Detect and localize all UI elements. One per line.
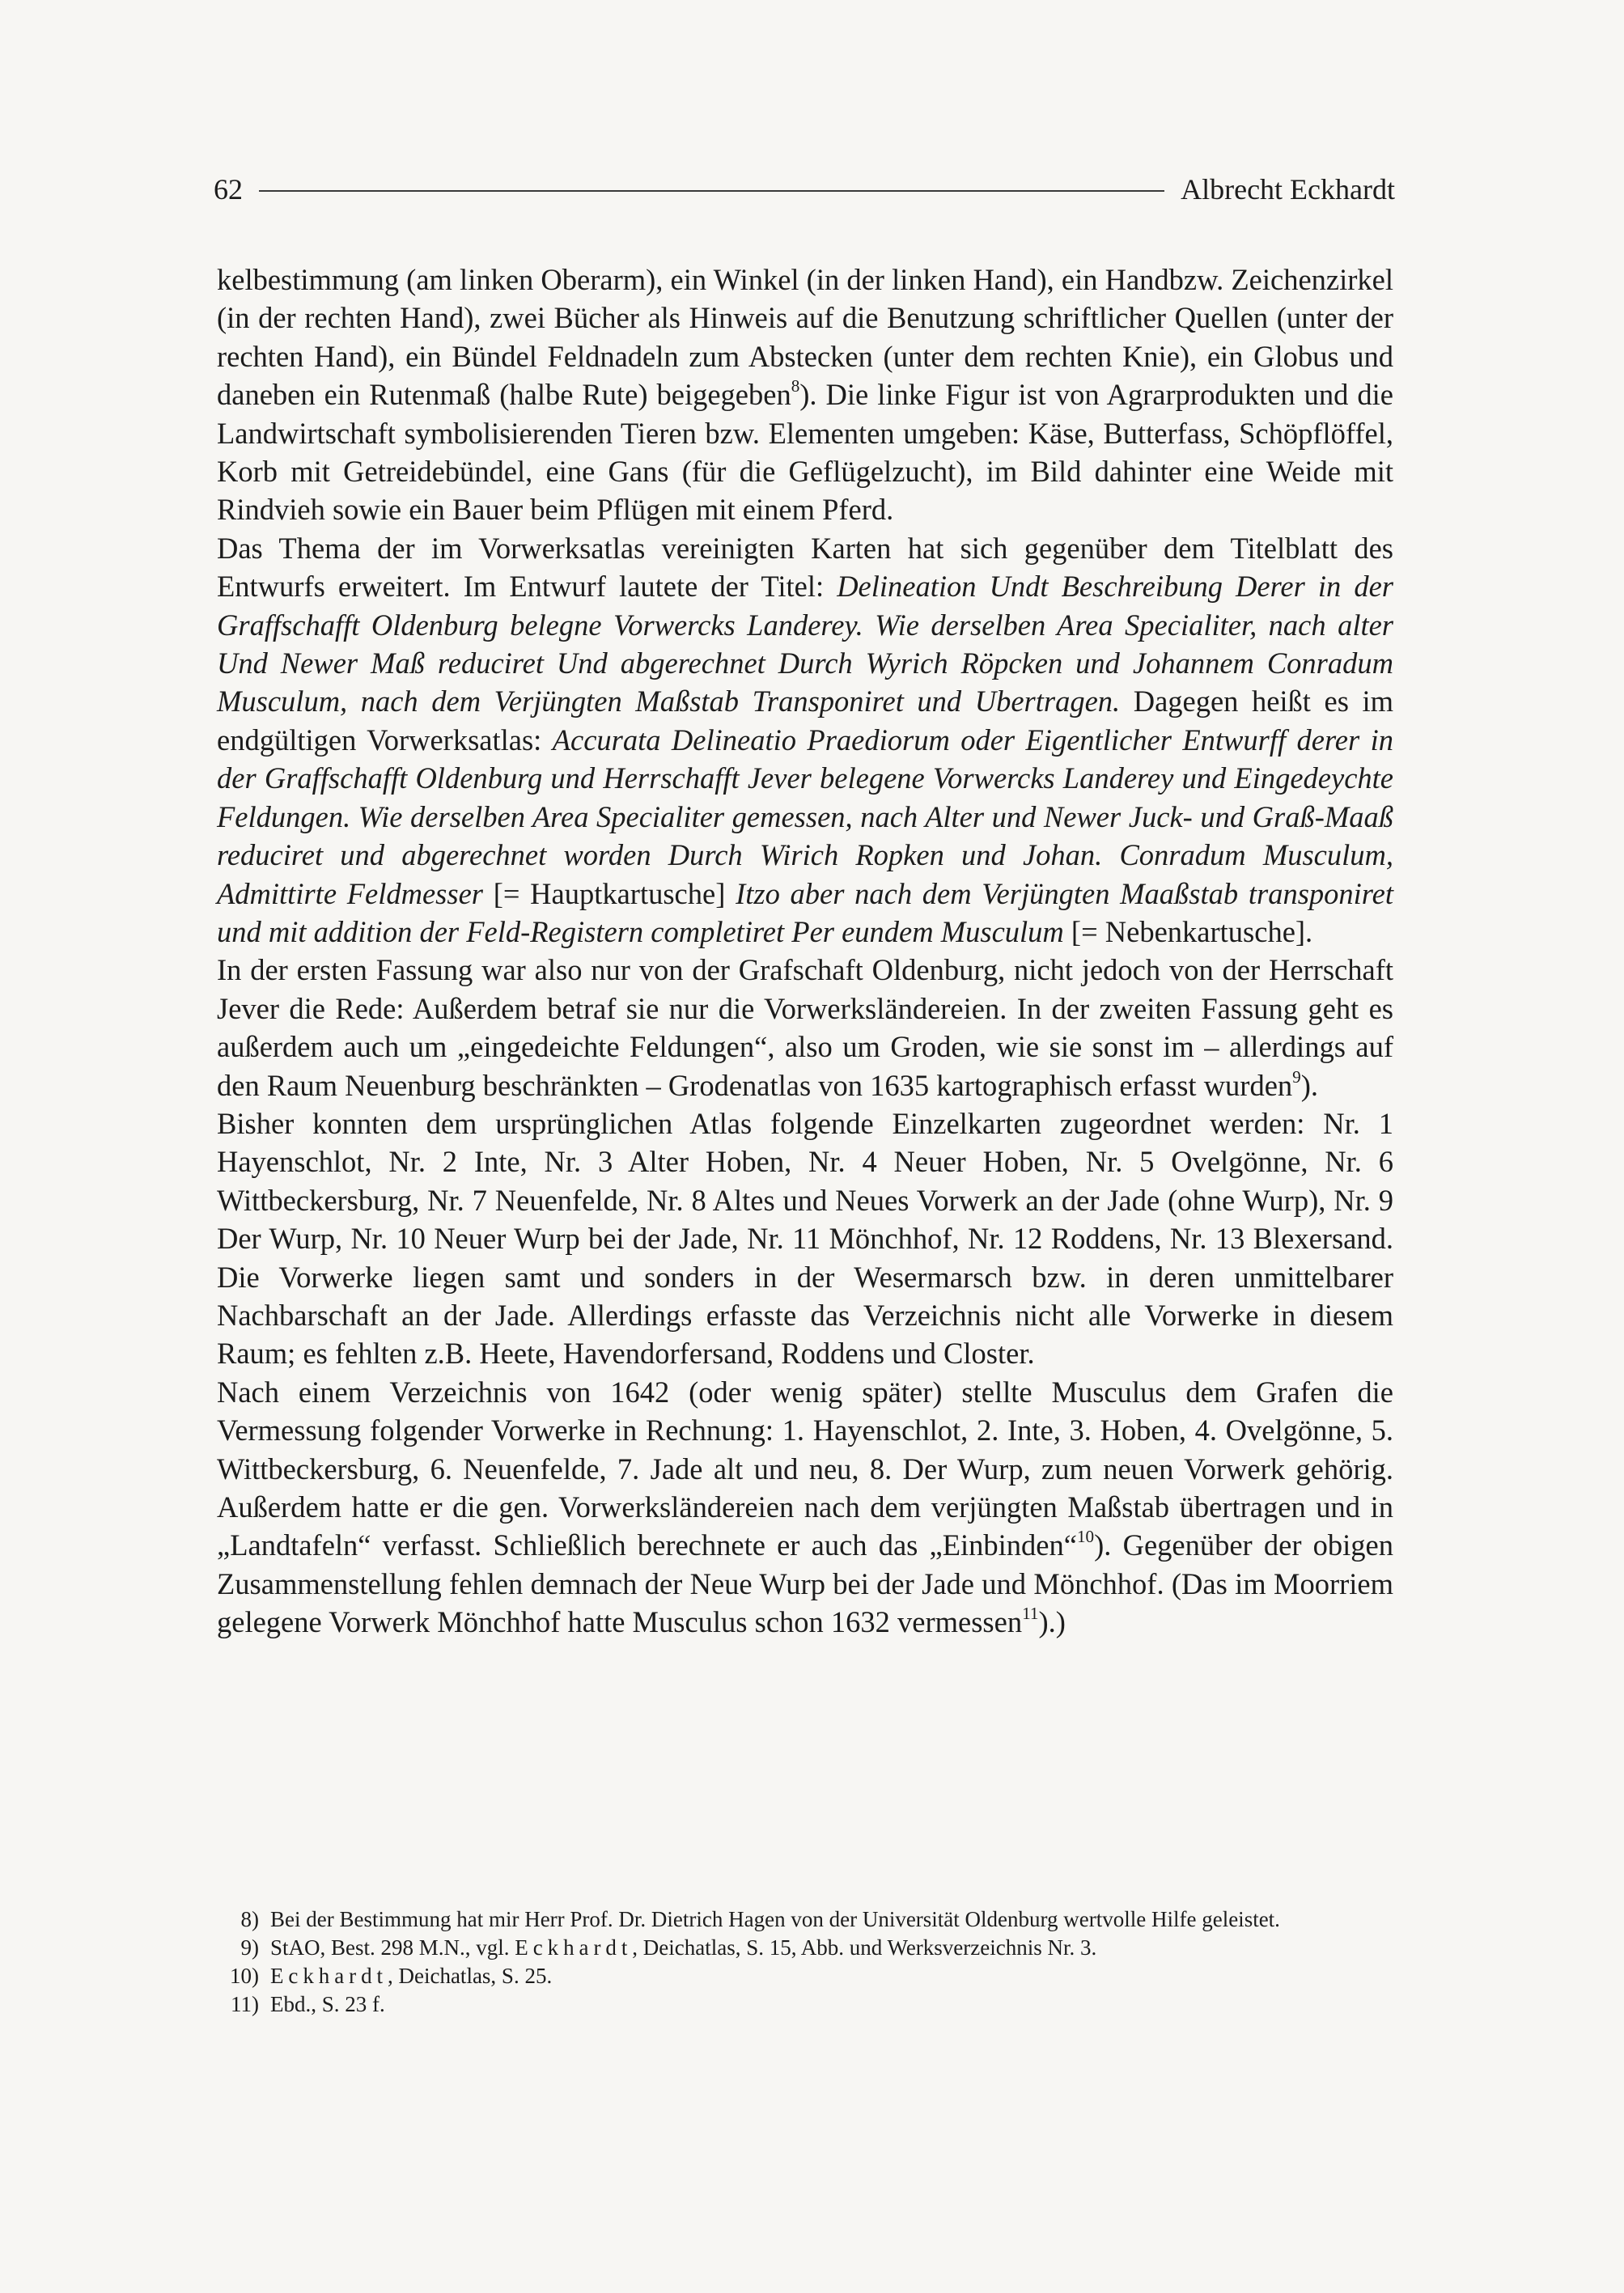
footnote-ref-11[interactable]: 11 — [1022, 1604, 1039, 1624]
footnote-ref-9[interactable]: 9 — [1292, 1066, 1301, 1087]
footnote-text: Ebd., S. 23 f. — [270, 1992, 385, 2016]
body-text — [217, 261, 1393, 1642]
author-name: Eckhardt — [270, 1964, 388, 1988]
paragraph-text: Nach einem Verzeichnis von 1642 (oder wenig später) stellte Musculus dem Grafen die Vermessung folgender Vorwerke in Rechnung: 1. Hayenschlot, 2. Inte, 3. Hoben, 4. Ovelgönne, 5. Wittbeckersburg, 6. Neuenfelde, 7. Jade alt und neu, 8. Der Wurp, zum neuen Vorwerk gehörig. Außerdem hatte er die gen. Vorwerksländereien nach dem verjüngten Maßstab übertragen und in „Landtafeln“ verfasst. Schließlich berechnete er auch das „Einbinden“ — [217, 1375, 1393, 1562]
footnote-8 — [217, 1905, 1393, 1934]
footnote-number: 10) — [230, 1964, 259, 1988]
paragraph-3 — [217, 951, 1393, 1104]
paragraph-text: ). Die linke Figur ist von Agrarprodukten und die Landwirtschaft symbolisierenden Tieren bzw. Elementen umgeben: Käse, Butterfass, Schöpflöffel, Korb mit Getreidebündel, eine Gans (für die Geflügelzucht), im Bild dahinter eine Weide mit Rindvieh sowie ein Bauer beim Pflügen mit einem Pferd. — [217, 378, 1393, 527]
running-header — [214, 165, 1395, 214]
footnote-text — [270, 1962, 1393, 1990]
footnote-11 — [217, 1990, 1393, 2019]
paragraph-text: ).) — [1038, 1605, 1066, 1639]
paragraph-text: kelbestimmung (am linken Oberarm), ein Winkel (in der linken Hand), ein Handbzw. Zeichenzirkel (in der rechten Hand), zwei Bücher als Hinweis auf die Benutzung schriftlicher Quellen (unter der rechten Hand), ein Bündel Feldnadeln zum Abstecken (unter dem rechten Knie), ein Globus und daneben ein Rutenmaß (halbe Rute) beigegeben — [217, 263, 1393, 412]
footnote-text-part: , Deichatlas, S. 25. — [387, 1964, 553, 1988]
footnote-number: 11) — [231, 1992, 259, 2016]
footnote-number: 9) — [240, 1935, 259, 1960]
paragraph-text: ). — [1300, 1068, 1319, 1102]
paragraph-5 — [217, 1373, 1393, 1642]
paragraph-text: In der ersten Fassung war also nur von der Grafschaft Oldenburg, nicht jedoch von der Herrschaft Jever die Rede: Außerdem betraf sie nur die Vorwerksländereien. In der zweiten Fassung geht es außerdem auch um „eingedeichte Feldungen“, also um Groden, wie sie sonst im – allerdings auf den Raum Neuenburg beschränkten – Grodenatlas von 1635 kartographisch erfasst wurden — [217, 953, 1393, 1102]
running-author: Albrecht Eckhardt — [1181, 173, 1395, 206]
paragraph-text: ). Gegenüber der obigen Zusammenstellung fehlen demnach der Neue Wurp bei der Jade und Mönchhof. (Das im Moorriem gelegene Vorwerk Mönchhof hatte Musculus schon 1632 vermessen — [217, 1528, 1393, 1639]
footnotes — [217, 1905, 1393, 2019]
footnote-ref-8[interactable]: 8 — [791, 376, 800, 396]
author-name: Eckhardt — [515, 1935, 633, 1960]
footnote-ref-10[interactable]: 10 — [1076, 1527, 1095, 1547]
italic-title-draft: Delineation Undt Beschreibung Derer in der Graffschafft Oldenburg belegne Vorwercks Landerey. Wie derselben Area Specialiter, nach alter Und Newer Maß reduciret Und abgerechnet Durch Wyrich Röpcken und Johannem Conradum Musculum, nach dem Verjüngten Maßstab Transponiret und Ubertragen. — [217, 570, 1393, 718]
italic-title-final: Accurata Delineatio Praediorum oder Eigentlicher Entwurff derer in der Graffschafft Oldenburg und Herrschafft Jever belegene Vorwercks Landerey und Eingedeychte Feldungen. Wie derselben Area Specialiter gemessen, nach Alter und Newer Juck- und Graß-Maaß reduciret und abgerechnet worden Durch Wirich Ropken und Johan. Conradum Musculum, Admittirte Feldmesser — [217, 723, 1393, 910]
paragraph-text: Dagegen heißt es im endgültigen Vorwerksatlas: — [217, 685, 1393, 757]
footnote-text: Bei der Bestimmung hat mir Herr Prof. Dr. Dietrich Hagen von der Universität Oldenburg wertvolle Hilfe geleistet. — [270, 1907, 1280, 1931]
footnote-10 — [217, 1962, 1393, 1990]
footnote-text-part: , Deichatlas, S. 15, Abb. und Werksverzeichnis Nr. 3. — [632, 1935, 1097, 1960]
paragraph-text: Das Thema der im Vorwerksatlas vereinigten Karten hat sich gegenüber dem Titelblatt des Entwurfs erweitert. Im Entwurf lautete der Titel: — [217, 531, 1393, 604]
footnote-text-part: StAO, Best. 298 M.N., vgl. — [270, 1935, 515, 1960]
paragraph-1 — [217, 261, 1393, 529]
footnote-9 — [217, 1934, 1393, 1962]
italic-title-addition: Itzo aber nach dem Verjüngten Maaßstab transponiret und mit addition der Feld-Registern completiret Per eundem Musculum — [217, 876, 1393, 948]
page-number: 62 — [214, 173, 243, 206]
paragraph-text: [= Hauptkartusche] — [482, 876, 736, 910]
paragraph-4: Bisher konnten dem ursprünglichen Atlas folgende Einzelkarten zugeordnet werden: Nr. 1 Hayenschlot, Nr. 2 Inte, Nr. 3 Alter Hoben, Nr. 4 Neuer Hoben, Nr. 5 Ovelgönne, Nr. 6 Wittbeckersburg, Nr. 7 Neuenfelde, Nr. 8 Altes und Neues Vorwerk an der Jade (ohne Wurp), Nr. 9 Der Wurp, Nr. 10 Neuer Wurp bei der Jade, Nr. 11 Mönchhof, Nr. 12 Roddens, Nr. 13 Blexersand. Die Vorwerke liegen samt und sonders in der Wesermarsch bzw. in deren unmittelbarer Nachbarschaft an der Jade. Allerdings erfasste das Verzeichnis nicht alle Vorwerke in diesem Raum; es fehlten z.B. Heete, Havendorfersand, Roddens und Closter. — [217, 1106, 1393, 1371]
footnote-number: 8) — [240, 1907, 259, 1931]
paragraph-2 — [217, 529, 1393, 951]
paragraph-text: [= Nebenkartusche]. — [1063, 914, 1313, 948]
footnote-text — [270, 1934, 1393, 1962]
header-rule — [259, 190, 1164, 192]
